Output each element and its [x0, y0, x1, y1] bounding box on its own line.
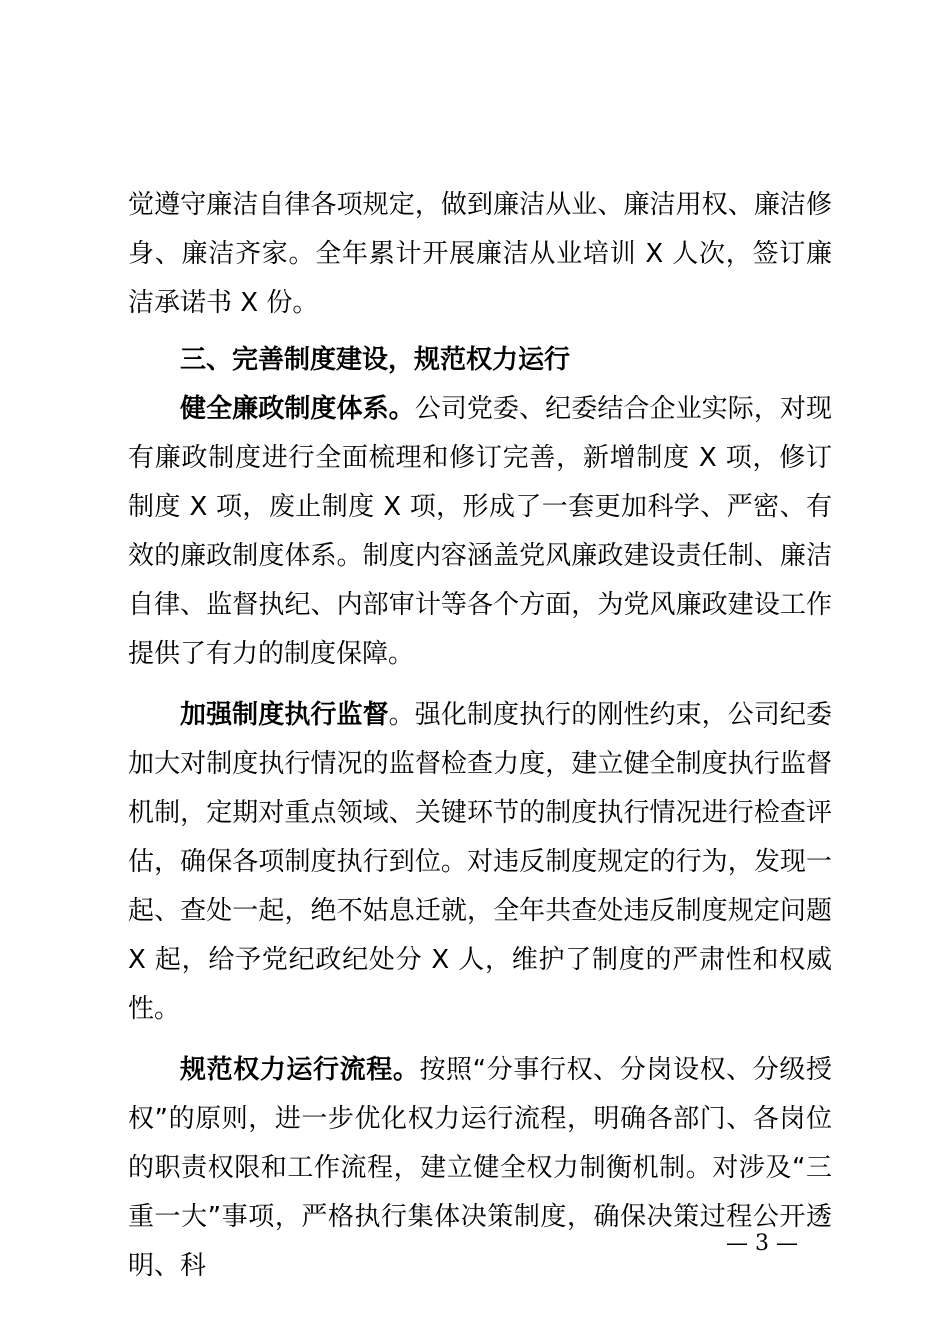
page-number	[0, 1231, 950, 1256]
paragraph-3-lead: 规范权力运行流程。	[180, 1055, 420, 1085]
paragraph-2-body: 。强化制度执行的刚性约束，公司纪委加大对制度执行情况的监督检查力度，建立健全制度执行监督机制，定期对重点领域、关键环节的制度执行情况进行检查评估，确保各项制度执行到位。对违反制度规定的行为，发现一起、查处一起，绝不姑息迁就，全年共查处违反制度规定问题 X 起，给予党纪政纪处分 X 人，维护了制度的严肃性和权威性。	[128, 700, 832, 1024]
section-heading: 三、完善制度建设，规范权力运行	[180, 345, 571, 375]
page-number-text: — 3 —	[726, 1231, 798, 1256]
paragraph-3-body: 按照“分事行权、分岗设权、分级授权”的原则，进一步优化权力运行流程，明确各部门、各岗位的职责权限和工作流程，建立健全权力制衡机制。对涉及“三重一大”事项，严格执行集体决策制度，确保决策过程公开透明、科	[128, 1055, 832, 1281]
paragraph-1-lead: 健全廉政制度体系。	[180, 394, 415, 424]
paragraph-1	[128, 385, 832, 679]
paragraph-2	[128, 691, 832, 1034]
paragraph-1-body: 公司党委、纪委结合企业实际，对现有廉政制度进行全面梳理和修订完善，新增制度 X 项，修订制度 X 项，废止制度 X 项，形成了一套更加科学、严密、有效的廉政制度体系。制度内容涵盖党风廉政建设责任制、廉洁自律、监督执纪、内部审计等各个方面，为党风廉政建设工作提供了有力的制度保障。	[128, 394, 832, 669]
paragraph-2-lead: 加强制度执行监督	[180, 700, 389, 730]
document-body	[128, 181, 832, 1291]
continuation-paragraph: 觉遵守廉洁自律各项规定，做到廉洁从业、廉洁用权、廉洁修身、廉洁齐家。全年累计开展廉洁从业培训 X 人次，签订廉洁承诺书 X 份。	[128, 190, 832, 318]
